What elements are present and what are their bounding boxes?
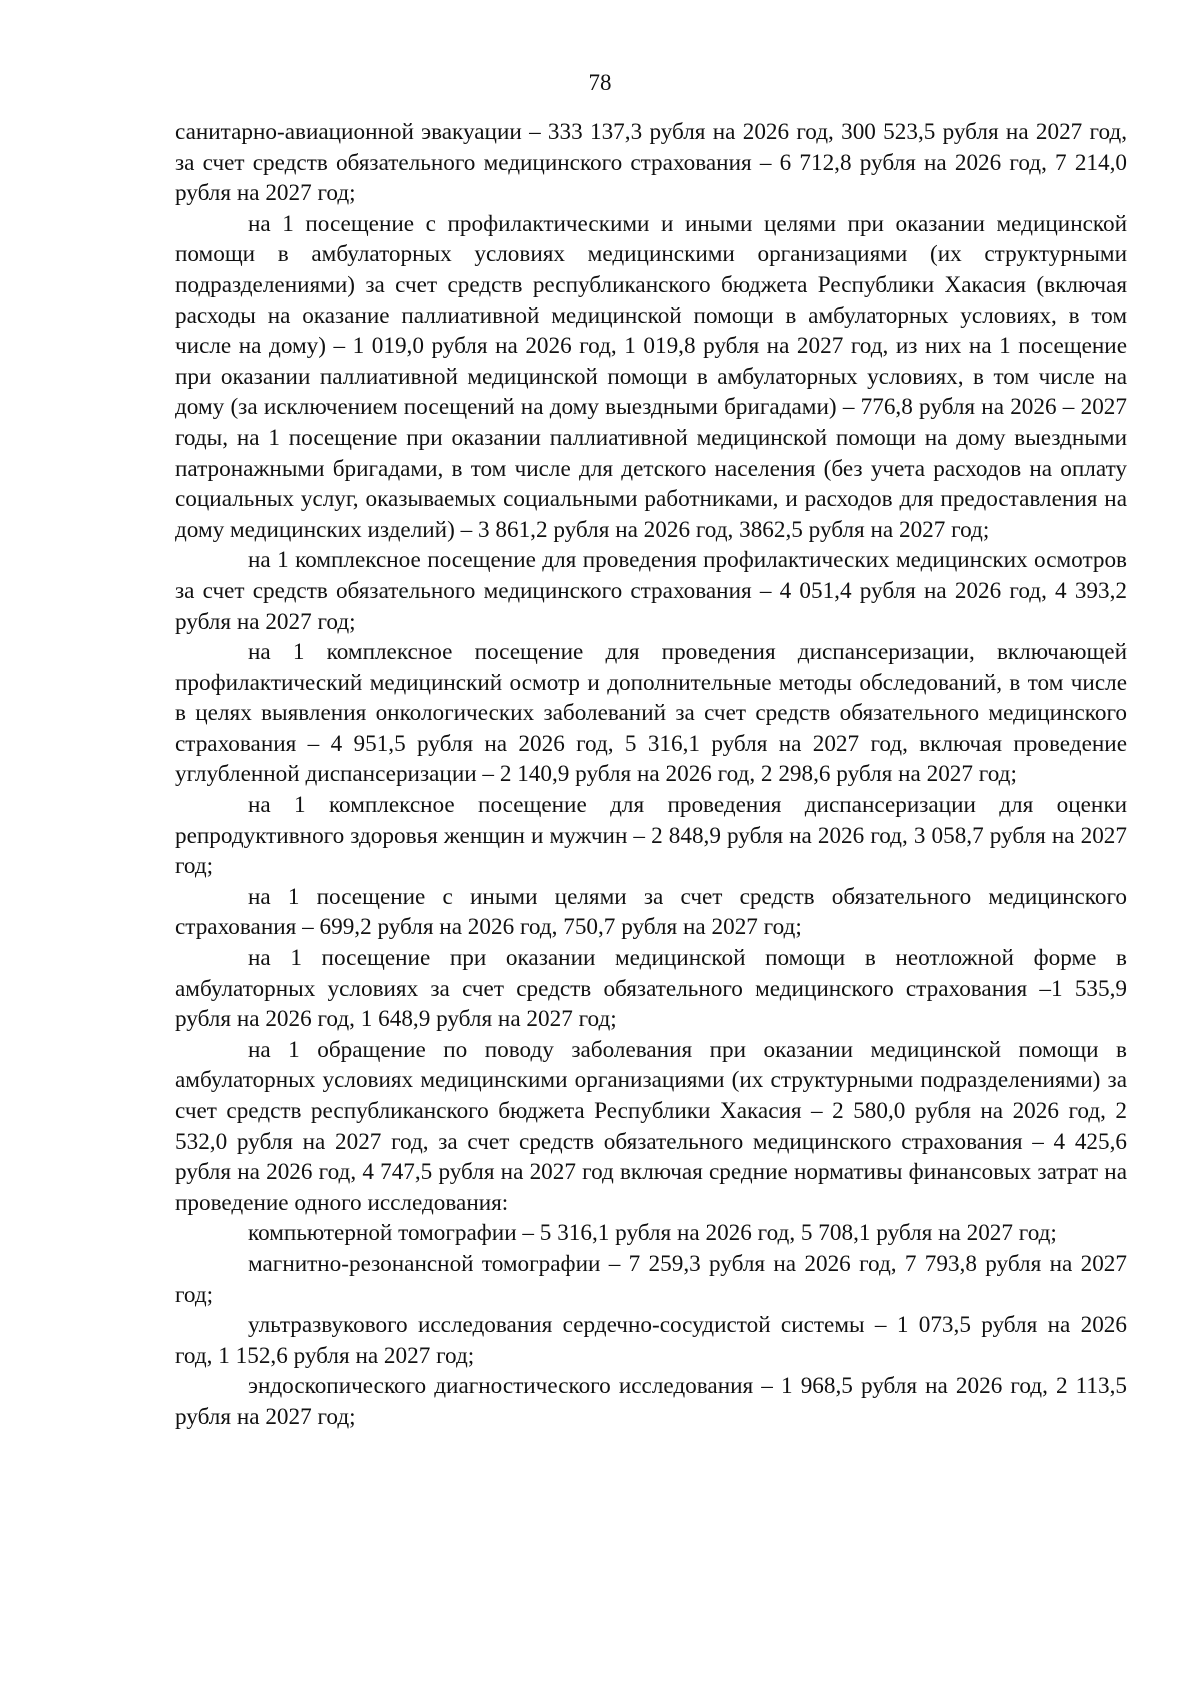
paragraph-8: на 1 обращение по поводу заболевания при оказании медицинской помощи в амбулаторных условиях медицинскими организациями (их структурными подразделениями) за счет средств республиканского бюджета Республики Хакасия – 2 580,0 рубля на 2026 год, 2 532,0 рубля на 2027 год, за счет средств обязательного медицинского страхования – 4 425,6 рубля на 2026 год, 4 747,5 рубля на 2027 год включая средние нормативы финансовых затрат на проведение одного исследования: — [175, 1036, 1127, 1216]
paragraph-5: на 1 комплексное посещение для проведения диспансеризации для оценки репродуктивного здоровья женщин и мужчин – 2 848,9 рубля на 2026 год, 3 058,7 рубля на 2027 год; — [175, 792, 1127, 880]
page-number: 78 — [588, 70, 612, 95]
paragraph-4: на 1 комплексное посещение для проведения диспансеризации, включающей профилактический медицинский осмотр и дополнительные методы обследований, в том числе в целях выявления онкологических заболеваний за счет средств обязательного медицинского страхования – 4 951,5 рубля на 2026 год, 5 316,1 рубля на 2027 год, включая проведение углубленной диспансеризации – 2 140,9 рубля на 2026 год, 2 298,6 рубля на 2027 год; — [175, 639, 1127, 788]
paragraph-7: на 1 посещение при оказании медицинской помощи в неотложной форме в амбулаторных условиях за счет средств обязательного медицинского страхования –1 535,9 рубля на 2026 год, 1 648,9 рубля на 2027 год; — [175, 945, 1127, 1033]
paragraph-10: магнитно-резонансной томографии – 7 259,3 рубля на 2026 год, 7 793,8 рубля на 2027 год; — [175, 1250, 1127, 1308]
paragraph-3: на 1 комплексное посещение для проведения профилактических медицинских осмотров за счет средств обязательного медицинского страхования – 4 051,4 рубля на 2026 год, 4 393,2 рубля на 2027 год; — [175, 547, 1127, 635]
paragraph-2: на 1 посещение с профилактическими и иными целями при оказании медицинской помощи в амбулаторных условиях медицинскими организациями (их структурными подразделениями) за счет средств республиканского бюджета Республики Хакасия (включая расходы на оказание паллиативной медицинской помощи в амбулаторных условиях, в том числе на дому) – 1 019,0 рубля на 2026 год, 1 019,8 рубля на 2027 год, из них на 1 посещение при оказании паллиативной медицинской помощи в амбулаторных условиях, в том числе на дому (за исключением посещений на дому выездными бригадами) – 776,8 рубля на 2026 – 2027 годы, на 1 посещение при оказании паллиативной медицинской помощи на дому выездными патронажными бригадами, в том числе для детского населения (без учета расходов на оплату социальных услуг, оказываемых социальными работниками, и расходов для предоставления на дому медицинских изделий) – 3 861,2 рубля на 2026 год, 3862,5 рубля на 2027 год; — [175, 210, 1127, 543]
document-body — [175, 117, 1127, 1433]
paragraph-12: эндоскопического диагностического исследования – 1 968,5 рубля на 2026 год, 2 113,5 рубля на 2027 год; — [175, 1373, 1127, 1430]
paragraph-11: ультразвукового исследования сердечно-сосудистой системы – 1 073,5 рубля на 2026 год, 1 152,6 рубля на 2027 год; — [175, 1312, 1127, 1369]
paragraph-9: компьютерной томографии – 5 316,1 рубля на 2026 год, 5 708,1 рубля на 2027 год; — [248, 1220, 1057, 1247]
paragraph-6: на 1 посещение с иными целями за счет средств обязательного медицинского страхования – 699,2 рубля на 2026 год, 750,7 рубля на 2027 год; — [175, 883, 1127, 941]
paragraph-1: санитарно-авиационной эвакуации – 333 137,3 рубля на 2026 год, 300 523,5 рубля на 2027 год, за счет средств обязательного медицинского страхования – 6 712,8 рубля на 2026 год, 7 214,0 рубля на 2027 год; — [175, 119, 1127, 207]
